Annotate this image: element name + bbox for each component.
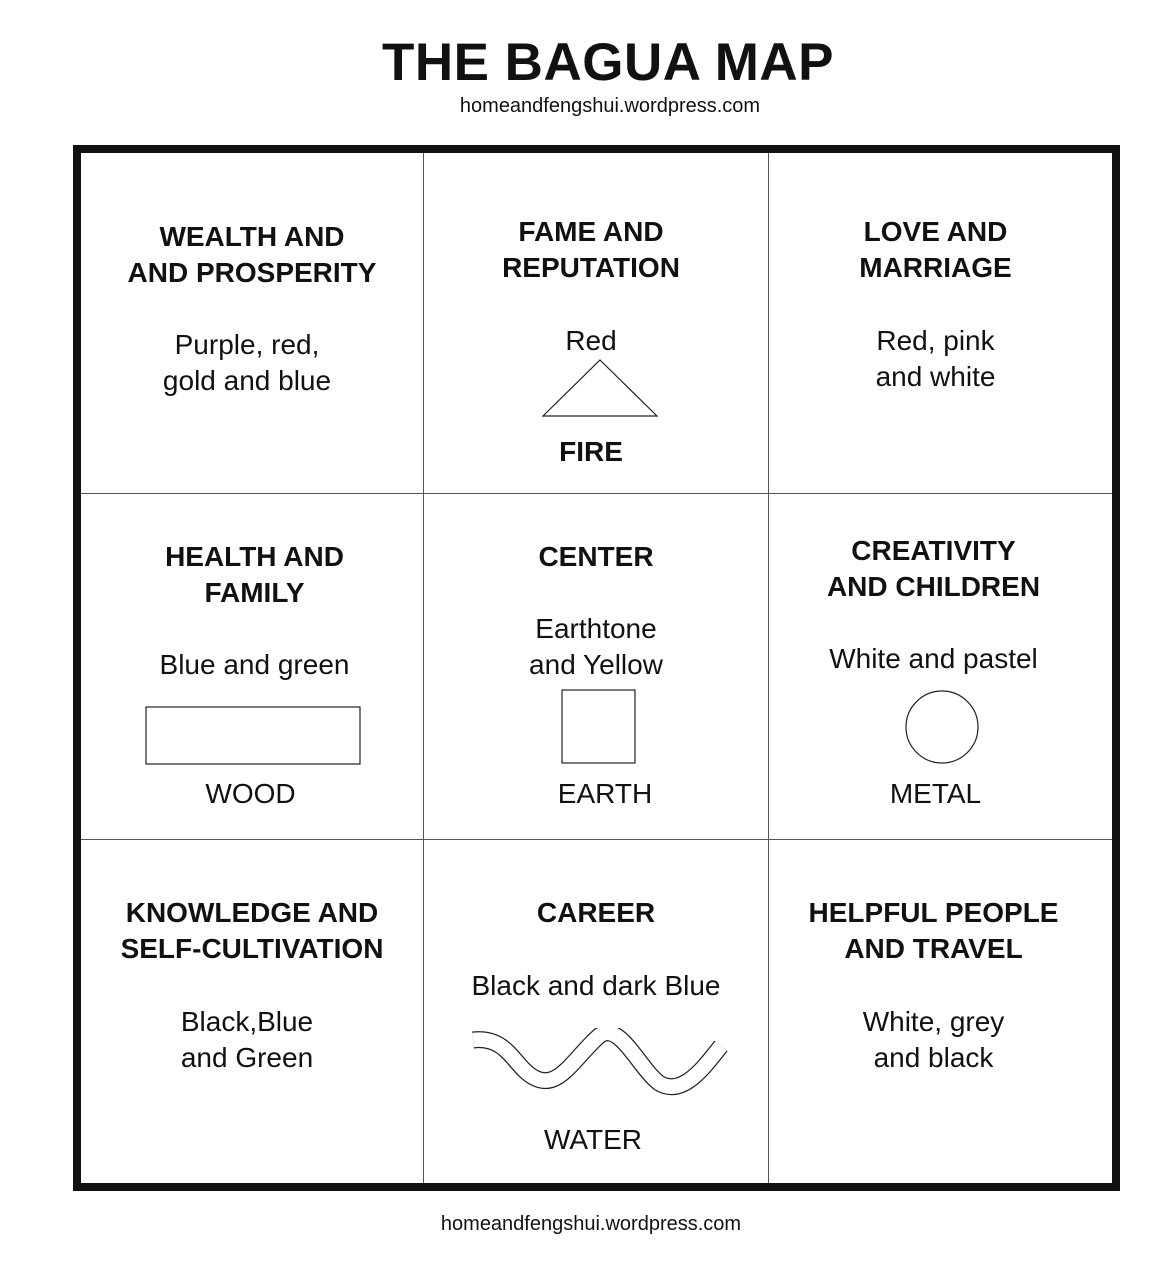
cell-center xyxy=(424,494,768,839)
heading-line: KNOWLEDGE AND xyxy=(125,897,379,928)
heading-line: CREATIVITY xyxy=(851,535,1016,566)
wave-icon xyxy=(469,1028,729,1098)
heading-line: MARRIAGE xyxy=(859,252,1012,283)
colors-line: gold and blue xyxy=(162,365,332,396)
cell-heading xyxy=(755,895,1112,967)
cell-heading xyxy=(86,539,423,611)
cell-heading xyxy=(755,533,1112,605)
heading-line: CENTER xyxy=(538,541,654,572)
cell-colors xyxy=(424,968,768,1004)
heading-line: CAREER xyxy=(536,897,656,928)
colors-line: and black xyxy=(873,1042,994,1073)
element-label: FIRE xyxy=(559,436,623,467)
heading-line: FAMILY xyxy=(204,577,305,608)
colors-line: White, grey xyxy=(862,1006,1005,1037)
cell-colors xyxy=(86,647,423,683)
heading-line: AND CHILDREN xyxy=(826,571,1041,602)
cell-heading xyxy=(759,214,1112,286)
colors-line: and Green xyxy=(180,1042,314,1073)
heading-line: SELF-CULTIVATION xyxy=(120,933,384,964)
cell-colors xyxy=(755,641,1112,677)
element-label: EARTH xyxy=(557,778,653,809)
colors-line: Red xyxy=(565,325,617,356)
heading-line: AND TRAVEL xyxy=(844,933,1023,964)
cell-heading xyxy=(81,219,423,291)
colors-line: Black,Blue xyxy=(180,1006,314,1037)
cell-colors xyxy=(755,1004,1112,1076)
cell-heading xyxy=(81,895,423,967)
cell-creativity xyxy=(769,494,1112,839)
rectangle-icon xyxy=(145,706,362,766)
cell-colors xyxy=(71,1004,423,1076)
subtitle: homeandfengshui.wordpress.com xyxy=(459,95,761,117)
colors-line: and Yellow xyxy=(529,649,663,680)
triangle-icon xyxy=(541,358,659,418)
colors-line: Red, pink xyxy=(876,325,995,356)
heading-line: HELPFUL PEOPLE xyxy=(808,897,1059,928)
heading-line: FAME AND xyxy=(518,216,664,247)
colors-line: Purple, red, xyxy=(174,329,320,360)
cell-colors xyxy=(71,327,423,399)
colors-line: White and pastel xyxy=(829,643,1038,674)
cell-heading xyxy=(414,214,768,286)
heading-line: AND PROSPERITY xyxy=(127,257,377,288)
cell-health xyxy=(81,494,423,839)
colors-line: Earthtone xyxy=(535,613,657,644)
cell-career xyxy=(424,840,768,1183)
cell-wealth xyxy=(81,153,423,493)
cell-love xyxy=(769,153,1112,493)
colors-line: Black and dark Blue xyxy=(471,970,721,1001)
cell-colors xyxy=(414,323,768,359)
colors-line: Blue and green xyxy=(159,649,350,680)
heading-line: LOVE AND xyxy=(863,216,1008,247)
cell-heading xyxy=(424,895,768,931)
page-title: THE BAGUA MAP xyxy=(381,33,835,92)
cell-knowledge xyxy=(81,840,423,1183)
heading-line: REPUTATION xyxy=(502,252,680,283)
element-label: WOOD xyxy=(205,778,296,809)
element-label: WATER xyxy=(544,1124,642,1155)
heading-line: HEALTH AND xyxy=(165,541,344,572)
footer-credit: homeandfengshui.wordpress.com xyxy=(440,1213,742,1235)
square-icon xyxy=(561,689,637,765)
heading-line: WEALTH AND xyxy=(159,221,345,252)
cell-colors xyxy=(759,323,1112,395)
element-label: METAL xyxy=(889,778,982,809)
cell-heading xyxy=(424,539,768,575)
cell-colors xyxy=(424,611,768,683)
cell-helpful xyxy=(769,840,1112,1183)
colors-line: and white xyxy=(875,361,996,392)
cell-fame xyxy=(424,153,768,493)
circle-icon xyxy=(904,689,980,765)
